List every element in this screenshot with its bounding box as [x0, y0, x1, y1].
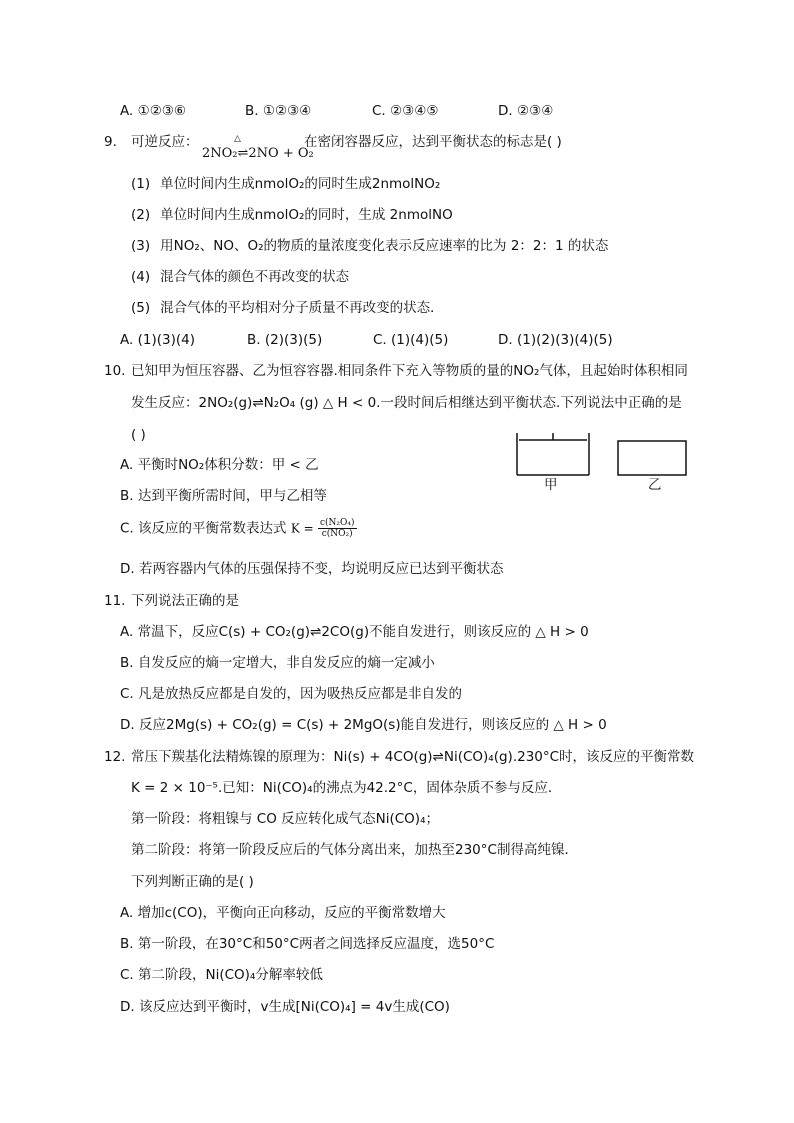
- q10-number: 10.: [104, 363, 126, 379]
- q9-stem-post: 在密闭容器反应，达到平衡状态的标志是( ): [304, 134, 562, 150]
- q10-option-b: B. 达到平衡所需时间，甲与乙相等: [120, 488, 327, 504]
- q10-option-a: A. 平衡时NO₂体积分数：甲 < 乙: [120, 457, 319, 473]
- q11-option-a: A. 常温下，反应C(s) + CO₂(g)⇌2CO(g)不能自发进行，则该反应的 △ H > 0: [120, 624, 589, 640]
- q12-option-d: D. 该反应达到平衡时，v生成[Ni(CO)₄] = 4v生成(CO): [120, 999, 450, 1015]
- q9-option-a: A. (1)(3)(4): [120, 332, 195, 348]
- q11-option-b: B. 自发反应的熵一定增大，非自发反应的熵一定减小: [120, 655, 435, 671]
- q9-item-1: (1) 单位时间内生成nmolO₂的同时生成2nmolNO₂: [131, 176, 441, 192]
- q10-line3: ( ): [131, 427, 146, 443]
- q11-option-c: C. 凡是放热反应都是自发的，因为吸热反应都是非自发的: [120, 686, 463, 702]
- q9-item-5: (5) 混合气体的平均相对分子质量不再改变的状态．: [131, 300, 444, 316]
- q9-option-d: D. (1)(2)(3)(4)(5): [498, 332, 613, 348]
- container-yi: [618, 441, 686, 475]
- q9-item-3: (3) 用NO₂、NO、O₂的物质的量浓度变化表示反应速率的比为 2：2：1 的状态: [131, 238, 609, 254]
- container-jia: [517, 433, 589, 475]
- q9-item-4: (4) 混合气体的颜色不再改变的状态: [131, 269, 350, 285]
- label-jia: 甲: [544, 477, 558, 493]
- q12-option-a: A. 增加c(CO)，平衡向正向移动，反应的平衡常数增大: [120, 905, 446, 921]
- q12-number: 12.: [104, 749, 126, 765]
- q8-option-a: A. ①②③⑥: [120, 103, 187, 119]
- q10-line2: 发生反应：2NO₂(g)⇌N₂O₄ (g) △ H < 0.一段时间后相继达到平衡状态.下列说法中正确的是: [131, 395, 682, 411]
- q12-line5: 下列判断正确的是( ): [131, 874, 254, 890]
- q9-triangle: △: [234, 134, 241, 144]
- q12-line2: K = 2 × 10⁻⁵.已知：Ni(CO)₄的沸点为42.2°C，固体杂质不参与反应．: [131, 780, 562, 796]
- q9-item-2: (2) 单位时间内生成nmolO₂的同时，生成 2nmolNO: [131, 207, 453, 223]
- q12-option-c: C. 第二阶段，Ni(CO)₄分解率较低: [120, 967, 323, 983]
- q9-option-c: C. (1)(4)(5): [373, 332, 449, 348]
- q9-number: 9.: [104, 134, 117, 150]
- q12-line4: 第二阶段：将第一阶段反应后的气体分离出来，加热至230°C制得高纯镍．: [131, 842, 578, 858]
- q10-fraction: $\frac{\text{c(N₂O₄)}}{\text{c(NO₂)}}$: [319, 518, 355, 539]
- q12-line3: 第一阶段：将粗镍与 CO 反应转化成气态Ni(CO)₄；: [131, 811, 439, 827]
- q8-option-d: D. ②③④: [498, 103, 554, 119]
- q9-option-b: B. (2)(3)(5): [247, 332, 323, 348]
- q8-option-b: B. ①②③④: [245, 103, 312, 119]
- q10-option-d: D. 若两容器内气体的压强保持不变，均说明反应已达到平衡状态: [120, 561, 504, 577]
- q10-option-c: C. 该反应的平衡常数表达式 K = $\frac{\text{c(N₂O₄)}}{\text{c(NO₂)}}$: [120, 518, 355, 539]
- q11-number: 11.: [104, 593, 126, 609]
- q12-option-b: B. 第一阶段，在30°C和50°C两者之间选择反应温度，选50°C: [120, 936, 495, 952]
- q12-line1: 常压下羰基化法精炼镍的原理为：Ni(s) + 4CO(g)⇌Ni(CO)₄(g).230°C时，该反应的平衡常数: [131, 749, 695, 765]
- q11-stem: 下列说法正确的是: [131, 593, 239, 609]
- q11-option-d: D. 反应2Mg(s) + CO₂(g) = C(s) + 2MgO(s)能自发进行，则该反应的 △ H > 0: [120, 717, 607, 733]
- q9-equation: 2NO₂⇌2NO + O₂: [202, 146, 314, 161]
- q10-line1: 已知甲为恒压容器、乙为恒容容器.相同条件下充入等物质的量的NO₂气体，且起始时体积相同: [131, 363, 688, 379]
- label-yi: 乙: [648, 477, 662, 493]
- q9-stem-pre: 可逆反应：: [131, 134, 199, 150]
- q10-container-figure: [512, 430, 702, 500]
- q8-option-c: C. ②③④⑤: [372, 103, 439, 119]
